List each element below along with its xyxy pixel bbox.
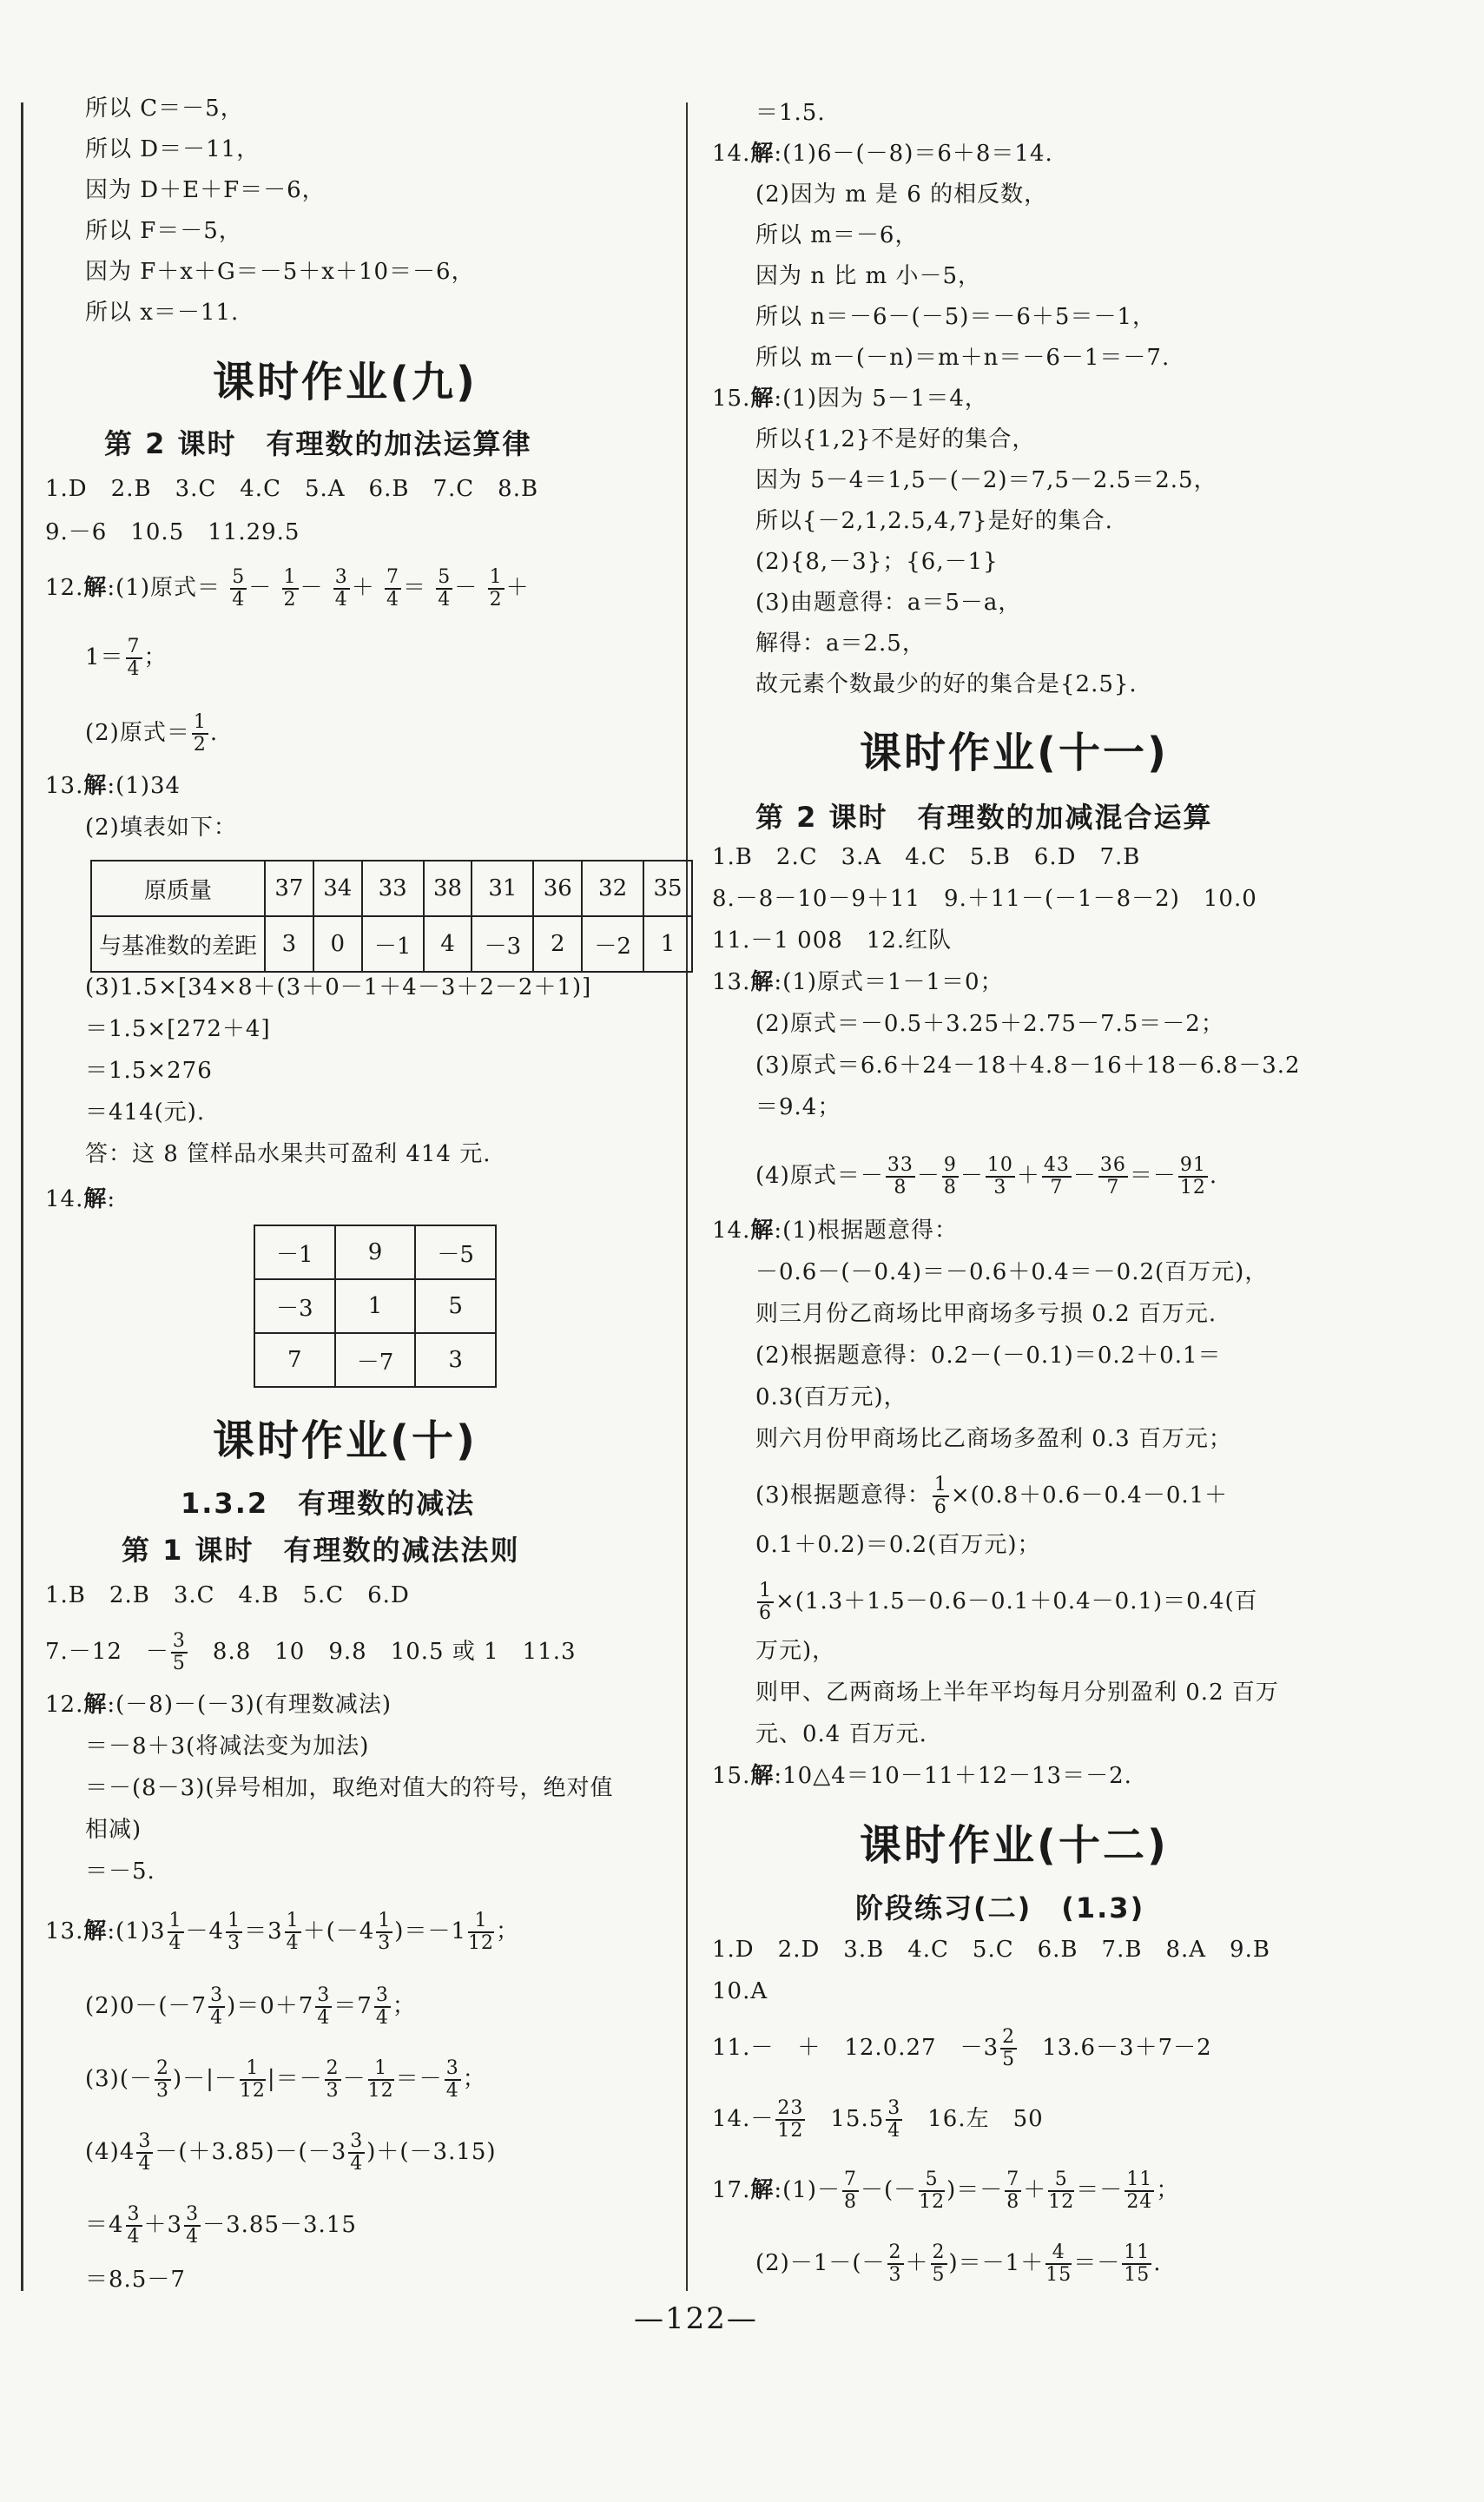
fraction: $\frac{3}{4}$	[317, 1984, 331, 2029]
table-cell: 0	[313, 916, 362, 972]
fraction: $\frac{43}{7}$	[1043, 1154, 1070, 1198]
answer-line: 11.－ ＋ 12.0.27 －3 $\frac{2}{5}$ 13.6－3＋7－2	[712, 2026, 1212, 2070]
fraction: $\frac{1}{6}$	[933, 1474, 947, 1518]
text-line: (2)根据题意得：0.2－(－0.1)＝0.2＋0.1＝	[755, 1343, 1222, 1369]
section-subtitle: 第 1 课时 有理数的减法法则	[122, 1534, 520, 1567]
fraction: $\frac{7}{8}$	[1006, 2169, 1020, 2213]
answer-line: 11.－1 008 12.红队	[712, 928, 953, 954]
text-line: (3)根据题意得： $\frac{1}{6}$ ×(0.8＋0.6－0.4－0.1＋	[755, 1474, 1229, 1518]
question-15: 15.解:(1)因为 5－1＝4，	[712, 386, 988, 412]
grid-cell: －5	[415, 1225, 496, 1279]
fraction: $\frac{1}{12}$	[239, 2057, 266, 2102]
text-line: 故元素个数最少的好的集合是{2.5}.	[755, 671, 1138, 697]
question-17: 17.解:(1)－ $\frac{7}{8}$ －(－ $\frac{5}{12}$ )＝－ $\frac{7}{8}$ ＋ $\frac{5}{12}$ ＝－ $\frac{11}{24}$ ；	[712, 2169, 1180, 2213]
text-line: 所以{1,2}不是好的集合，	[755, 426, 1036, 452]
answer-line: 8.－8－10－9＋11 9.＋11－(－1－8－2) 10.0	[712, 886, 1257, 912]
grid-cell: 5	[415, 1279, 496, 1333]
text-line: (3)由题意得：a＝5－a，	[755, 590, 1022, 616]
text-line: 所以 m－(－n)＝m＋n＝－6－1＝－7.	[755, 345, 1171, 371]
fraction: $\frac{5}{4}$	[438, 566, 452, 611]
fraction: $\frac{1}{4}$	[168, 1910, 182, 1954]
grid-cell: －7	[335, 1333, 416, 1387]
table-cell: 36	[533, 861, 582, 916]
text-line: 所以 n＝－6－(－5)＝－6＋5＝－1，	[755, 304, 1157, 330]
question-14: 14.解:(1)6－(－8)＝6＋8＝14.	[712, 141, 1053, 167]
fraction: $\frac{7}{4}$	[127, 636, 141, 680]
text-line: (2)0－(－7 $\frac{3}{4}$ )＝0＋7 $\frac{3}{4}$ ＝7 $\frac{3}{4}$ ；	[85, 1984, 416, 2029]
text-line: 所以 D＝－11，	[85, 136, 261, 162]
text-line: ＝4 $\frac{3}{4}$ ＋3 $\frac{3}{4}$ －3.85－3.15	[85, 2203, 357, 2248]
fraction: $\frac{2}{5}$	[932, 2241, 946, 2286]
text-line: (4)原式＝－ $\frac{33}{8}$ － $\frac{9}{8}$ － $\frac{10}{3}$ ＋ $\frac{43}{7}$ － $\frac{36}{7}$ ＝－ $\frac{91}{12}$ .	[755, 1154, 1218, 1198]
text-line: 1＝ $\frac{7}{4}$ ；	[85, 636, 168, 680]
section-title: 课时作业(十二)	[860, 1821, 1169, 1870]
section-title: 课时作业(十)	[213, 1416, 478, 1465]
fraction: $\frac{1}{3}$	[378, 1910, 392, 1954]
section-title: 课时作业(十一)	[860, 729, 1169, 777]
section-subtitle: 阶段练习(二) (1.3)	[855, 1891, 1145, 1924]
text-line: 相减)	[85, 1817, 142, 1843]
question-13b: 13.解:(1)3 $\frac{1}{4}$ －4 $\frac{1}{3}$ ＝3 $\frac{1}{4}$ ＋(－4 $\frac{1}{3}$ )＝－1 $\frac{1}{12}$ ；	[45, 1910, 519, 1954]
text-line: 则甲、乙两商场上半年平均每月分别盈利 0.2 百万	[755, 1680, 1279, 1706]
text-line: (2)原式＝－0.5＋3.25＋2.75－7.5＝－2；	[755, 1011, 1224, 1037]
fraction: $\frac{1}{4}$	[286, 1910, 300, 1954]
grid-cell: 1	[335, 1279, 416, 1333]
answer-line: 7.－12 － $\frac{3}{5}$ 8.8 10 9.8 10.5 或 1 11.3	[45, 1630, 577, 1674]
answer-line: 10.A	[712, 1978, 768, 2004]
fraction: $\frac{3}{4}$	[445, 2057, 459, 2102]
text-line: ＝－(8－3)(异号相加，取绝对值大的符号，绝对值	[85, 1775, 614, 1801]
question-12: 12.解:(1)原式＝ $\frac{5}{4}$ － $\frac{1}{2}$ － $\frac{3}{4}$ ＋ $\frac{7}{4}$ ＝ $\frac{5}{4}$ － $\frac{1}{2}$ ＋	[45, 566, 530, 611]
text-line: 所以 F＝－5，	[85, 218, 242, 244]
fraction: $\frac{36}{7}$	[1099, 1154, 1126, 1198]
answer-line: 9.－6 10.5 11.29.5	[45, 519, 300, 545]
text-line: 元、0.4 百万元.	[755, 1721, 927, 1747]
answer-line: 1.B 2.C 3.A 4.C 5.B 6.D 7.B	[712, 844, 1141, 870]
text-line: 所以 C＝－5，	[85, 96, 244, 122]
text-line: －0.6－(－0.4)＝－0.6＋0.4＝－0.2(百万元)，	[755, 1259, 1269, 1285]
fraction: $\frac{5}{4}$	[232, 566, 246, 611]
table-cell: 1	[643, 916, 692, 972]
fraction: $\frac{2}{3}$	[326, 2057, 340, 2102]
text-line: 所以 m＝－6，	[755, 222, 919, 248]
fraction: $\frac{11}{15}$	[1124, 2241, 1151, 2286]
text-line: (3)1.5×[34×8＋(3＋0－1＋4－3＋2－2＋1)]	[85, 974, 592, 1000]
text-line: (3)原式＝6.6＋24－18＋4.8－16＋18－6.8－3.2	[755, 1053, 1301, 1079]
table-cell: 31	[472, 861, 533, 916]
table-cell: 34	[313, 861, 362, 916]
text-line: 则六月份甲商场比乙商场多盈利 0.3 百万元；	[755, 1426, 1232, 1452]
text-line: 万元)，	[755, 1638, 836, 1664]
grid-cell: －1	[254, 1225, 335, 1279]
fraction: $\frac{3}{5}$	[172, 1630, 186, 1674]
fraction: $\frac{7}{8}$	[843, 2169, 857, 2213]
fraction: $\frac{33}{8}$	[887, 1154, 913, 1198]
text-line: 解得：a＝2.5，	[755, 630, 926, 657]
fraction: $\frac{3}{4}$	[887, 2097, 901, 2142]
text-line: ＝414(元).	[85, 1099, 206, 1126]
number-grid	[254, 1225, 497, 1388]
table-cell: 2	[533, 916, 582, 972]
fraction: $\frac{5}{12}$	[1048, 2169, 1075, 2213]
section-title: 课时作业(九)	[213, 358, 478, 406]
text-line: (3)(－ $\frac{2}{3}$ )－|－ $\frac{1}{12}$ |＝－ $\frac{2}{3}$ － $\frac{1}{12}$ ＝－ $\frac{3}{4}$ ；	[85, 2057, 486, 2102]
text-line: (4)4 $\frac{3}{4}$ －(＋3.85)－(－3 $\frac{3}{4}$ )＋(－3.15)	[85, 2130, 497, 2175]
fraction: $\frac{11}{24}$	[1126, 2169, 1153, 2213]
fraction: $\frac{2}{5}$	[1002, 2026, 1016, 2070]
section-subtitle: 1.3.2 有理数的减法	[181, 1487, 476, 1520]
fraction: $\frac{3}{4}$	[350, 2130, 364, 2175]
grid-cell: 9	[335, 1225, 416, 1279]
section-subtitle: 第 2 课时 有理数的加法运算律	[104, 427, 532, 460]
text-line: 因为 n 比 m 小－5，	[755, 263, 982, 289]
table-cell: －2	[582, 916, 643, 972]
text-line: (2)原式＝ $\frac{1}{2}$ .	[85, 711, 219, 756]
table-cell: 32	[582, 861, 643, 916]
fraction: $\frac{9}{8}$	[943, 1154, 957, 1198]
question-14: 14.解:	[45, 1186, 116, 1212]
text-line: 因为 5－4＝1,5－(－2)＝7,5－2.5＝2.5，	[755, 467, 1217, 493]
fraction: $\frac{91}{12}$	[1179, 1154, 1206, 1198]
table-cell: －1	[362, 916, 424, 972]
text-line: (2)－1－(－ $\frac{2}{3}$ ＋ $\frac{2}{5}$ )＝－1＋ $\frac{4}{15}$ ＝－ $\frac{11}{15}$ .	[755, 2241, 1162, 2286]
page-number: —122—	[634, 2301, 758, 2336]
grid-cell: 7	[254, 1333, 335, 1387]
table-cell: 37	[265, 861, 313, 916]
table-header: 与基准数的差距	[91, 916, 265, 972]
fraction: $\frac{3}{4}$	[210, 1984, 224, 2029]
text-line: ＝1.5×276	[85, 1058, 213, 1084]
table-cell: 38	[424, 861, 472, 916]
fraction: $\frac{3}{4}$	[375, 1984, 389, 2029]
text-line: ＝－5.	[85, 1858, 155, 1885]
answer-line: 1.D 2.B 3.C 4.C 5.A 6.B 7.C 8.B	[45, 476, 539, 502]
text-line: 则三月份乙商场比甲商场多亏损 0.2 百万元.	[755, 1301, 1217, 1327]
fraction: $\frac{3}{4}$	[186, 2203, 200, 2248]
question-12b: 12.解:(－8)－(－3)(有理数减法)	[45, 1692, 392, 1718]
text-line: 因为 D＋E＋F＝－6，	[85, 177, 326, 203]
text-line: 0.1＋0.2)＝0.2(百万元)；	[755, 1532, 1041, 1558]
left-margin-rule	[21, 102, 23, 2291]
fraction: $\frac{1}{3}$	[228, 1910, 241, 1954]
section-subtitle: 第 2 课时 有理数的加减混合运算	[755, 801, 1213, 834]
table-cell: －3	[472, 916, 533, 972]
fraction: $\frac{4}{15}$	[1045, 2241, 1072, 2286]
table-header: 原质量	[91, 861, 265, 916]
text-line: 因为 F＋x＋G＝－5＋x＋10＝－6，	[85, 259, 475, 285]
text-line: 所以 x＝－11.	[85, 300, 240, 326]
fraction: $\frac{1}{2}$	[193, 711, 207, 756]
grid-cell: 3	[415, 1333, 496, 1387]
data-table	[90, 860, 693, 973]
fraction: $\frac{5}{12}$	[919, 2169, 946, 2213]
question-15b: 15.解:10△4＝10－11＋12－13＝－2.	[712, 1763, 1132, 1789]
text-line: 0.3(百万元)，	[755, 1384, 907, 1410]
fraction: $\frac{7}{4}$	[386, 566, 400, 611]
text-line: ＝8.5－7	[85, 2267, 186, 2293]
fraction: $\frac{1}{6}$	[759, 1580, 772, 1624]
text-line: (2)因为 m 是 6 的相反数，	[755, 182, 1048, 208]
text-line: $\frac{1}{6}$ ×(1.3＋1.5－0.6－0.1＋0.4－0.1)＝0.4(百	[759, 1580, 1258, 1624]
question-14b: 14.解:(1)根据题意得：	[712, 1218, 958, 1244]
text-line: (2)填表如下：	[85, 815, 237, 841]
fraction: $\frac{23}{12}$	[777, 2097, 804, 2142]
answer-line: 1.D 2.D 3.B 4.C 5.C 6.B 7.B 8.A 9.B	[712, 1937, 1270, 1963]
text-line: ＝1.5.	[755, 100, 826, 126]
fraction: $\frac{1}{12}$	[367, 2057, 394, 2102]
text-line: ＝9.4；	[755, 1094, 841, 1120]
table-cell: 3	[265, 916, 313, 972]
answer-line: 1.B 2.B 3.C 4.B 5.C 6.D	[45, 1582, 410, 1608]
fraction: $\frac{1}{2}$	[489, 566, 503, 611]
text-line: 答：这 8 筐样品水果共可盈利 414 元.	[85, 1141, 491, 1167]
fraction: $\frac{3}{4}$	[127, 2203, 141, 2248]
column-divider	[686, 102, 688, 2291]
grid-cell: －3	[254, 1279, 335, 1333]
text-line: 所以{－2,1,2.5,4,7}是好的集合.	[755, 508, 1113, 534]
question-13: 13.解:(1)34	[45, 773, 181, 799]
answer-line: 14.－ $\frac{23}{12}$ 15.5 $\frac{3}{4}$ 16.左 50	[712, 2097, 1044, 2142]
table-cell: 4	[424, 916, 472, 972]
fraction: $\frac{2}{3}$	[155, 2057, 169, 2102]
text-line: (2){8,－3}；{6,－1}	[755, 549, 999, 575]
fraction: $\frac{10}{3}$	[986, 1154, 1013, 1198]
table-cell: 33	[362, 861, 424, 916]
fraction: $\frac{3}{4}$	[334, 566, 348, 611]
table-cell: 35	[643, 861, 692, 916]
text-line: ＝1.5×[272＋4]	[85, 1016, 271, 1042]
fraction: $\frac{1}{12}$	[467, 1910, 494, 1954]
fraction: $\frac{1}{2}$	[283, 566, 297, 611]
fraction: $\frac{3}{4}$	[138, 2130, 152, 2175]
text-line: ＝－8＋3(将减法变为加法)	[85, 1733, 370, 1759]
fraction: $\frac{2}{3}$	[888, 2241, 902, 2286]
question-13: 13.解:(1)原式＝1－1＝0；	[712, 969, 1004, 995]
